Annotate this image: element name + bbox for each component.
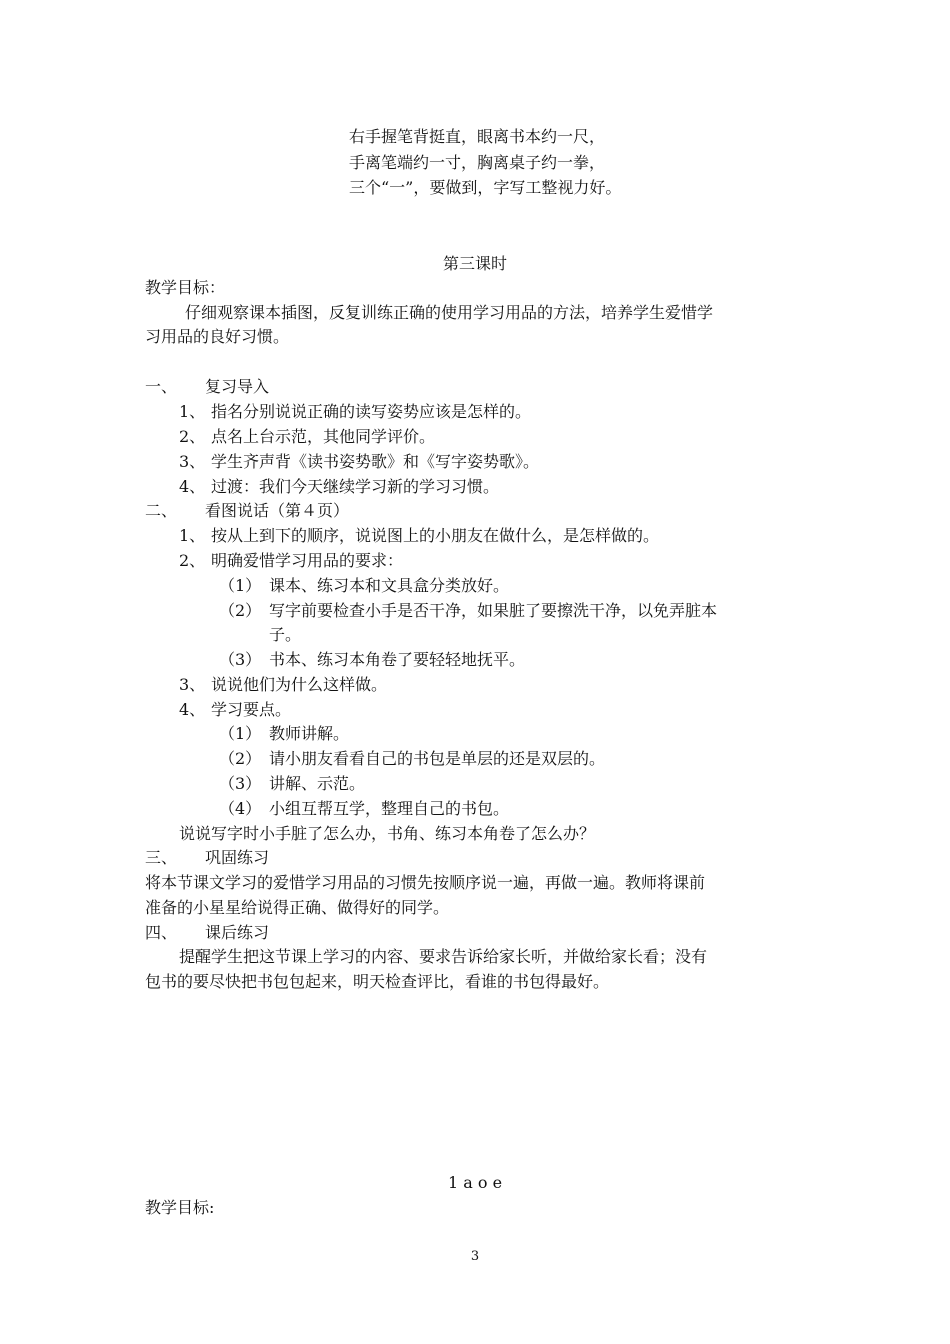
list-item: 1、 指名分别说说正确的读写姿势应该是怎样的。: [179, 402, 532, 421]
list-item: 1、 按从上到下的顺序，说说图上的小朋友在做什么，是怎样做的。: [179, 526, 660, 545]
goal-label: 教学目标：: [145, 278, 226, 297]
list-item: 3、 说说他们为什么这样做。: [179, 675, 388, 694]
sub-list-item: （1） 教师讲解。: [219, 724, 350, 743]
section-title: 课后练习: [205, 923, 270, 942]
sub-list-item: （1） 课本、练习本和文具盒分类放好。: [219, 576, 510, 595]
list-item: 2、 明确爱惜学习用品的要求：: [179, 551, 404, 570]
section-heading-1: [145, 376, 269, 398]
list-item: 4、 过渡：我们今天继续学习新的学习习惯。: [179, 477, 500, 496]
sub-list-item: （2） 写字前要检查小手是否干净，如果脏了要擦洗干净，以免弄脏本: [219, 601, 718, 620]
section-title: 看图说话（第４页）: [205, 501, 350, 520]
sub-list-item: （3） 讲解、示范。: [219, 774, 366, 793]
next-lesson-goal-label: 教学目标:: [145, 1198, 215, 1217]
section-heading-2: [145, 500, 349, 522]
poem-line-3: 三个“一”，要做到，字写工整视力好。: [349, 178, 622, 197]
poem-line-1: 右手握笔背挺直，眼离书本约一尺，: [349, 127, 606, 146]
sub-list-item: （2） 请小朋友看看自己的书包是单层的还是双层的。: [219, 749, 606, 768]
section-number: 一、: [145, 377, 178, 396]
goal-text-line-2: 习用品的良好习惯。: [145, 327, 290, 346]
lesson-title: 第三课时: [442, 254, 507, 273]
paragraph-line: 提醒学生把这节课上学习的内容、要求告诉给家长听，并做给家长看；没有: [179, 947, 708, 966]
list-item: 4、 学习要点。: [179, 700, 292, 719]
list-item: 2、 点名上台示范，其他同学评价。: [179, 427, 436, 446]
paragraph-line: 将本节课文学习的爱惜学习用品的习惯先按顺序说一遍，再做一遍。教师将课前: [145, 873, 706, 892]
sub-list-item: （3） 书本、练习本角卷了要轻轻地抚平。: [219, 650, 526, 669]
section-heading-3: [145, 847, 269, 869]
goal-text-line-1: 仔细观察课本插图，反复训练正确的使用学习用品的方法，培养学生爱惜学: [185, 303, 714, 322]
poem-line-2: 手离笔端约一寸，胸离桌子约一拳，: [349, 153, 606, 172]
section-heading-4: [145, 922, 269, 944]
section-title: 巩固练习: [205, 848, 270, 867]
sub-list-item-continuation: 子。: [269, 625, 302, 644]
section-title: 复习导入: [205, 377, 270, 396]
sub-list-item: （4） 小组互帮互学，整理自己的书包。: [219, 799, 510, 818]
paragraph-line: 准备的小星星给说得正确、做得好的同学。: [145, 898, 450, 917]
section-number: 三、: [145, 848, 178, 867]
section-number: 四、: [145, 923, 178, 942]
section-number: 二、: [145, 501, 178, 520]
section-closing-question: 说说写字时小手脏了怎么办，书角、练习本角卷了怎么办？: [179, 824, 596, 843]
page-number: 3: [470, 1249, 480, 1264]
list-item: 3、 学生齐声背《读书姿势歌》和《写字姿势歌》。: [179, 452, 540, 471]
next-lesson-title: 1 a o e: [447, 1173, 503, 1192]
paragraph-line: 包书的要尽快把书包包起来，明天检查评比，看谁的书包得最好。: [145, 972, 610, 991]
